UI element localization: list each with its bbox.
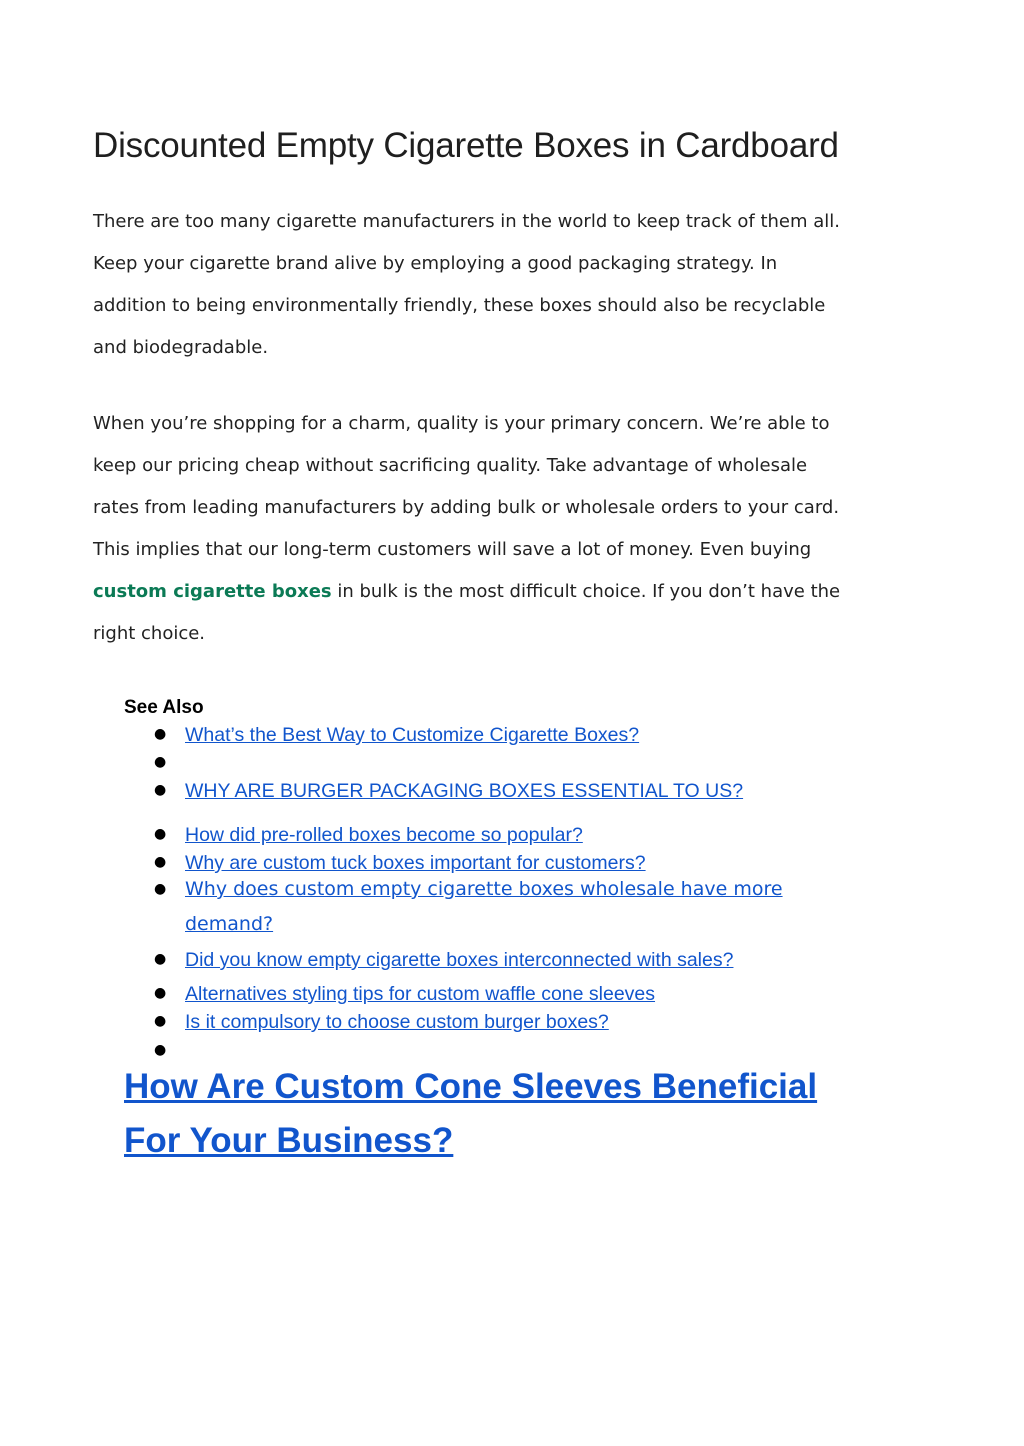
- quality-paragraph: [93, 403, 953, 655]
- bullet-icon: ●: [154, 1013, 167, 1029]
- featured-heading-line: For Your Business?: [124, 1121, 454, 1160]
- bullet-icon: ●: [154, 854, 167, 870]
- see-also-link[interactable]: Why are custom tuck boxes important for customers?: [185, 852, 646, 874]
- see-also-link[interactable]: Did you know empty cigarette boxes interconnected with sales?: [185, 949, 734, 971]
- bullet-icon: ●: [154, 985, 167, 1001]
- see-also-link[interactable]: Alternatives styling tips for custom waffle cone sleeves: [185, 983, 656, 1005]
- paragraph-line: When you’re shopping for a charm, quality is your primary concern. We’re able to: [93, 413, 830, 434]
- bullet-icon: ●: [154, 726, 167, 742]
- document-title: Discounted Empty Cigarette Boxes in Cardboard: [93, 126, 839, 165]
- see-also-link[interactable]: How did pre-rolled boxes become so popular?: [185, 824, 583, 846]
- paragraph-line: [93, 571, 953, 613]
- see-also-link[interactable]: Is it compulsory to choose custom burger boxes?: [185, 1011, 609, 1033]
- see-also-link[interactable]: WHY ARE BURGER PACKAGING BOXES ESSENTIAL TO US?: [185, 780, 744, 802]
- bullet-icon: ●: [154, 826, 167, 842]
- paragraph-line: Keep your cigarette brand alive by employing a good packaging strategy. In: [93, 253, 778, 274]
- paragraph-line: addition to being environmentally friendly, these boxes should also be recyclable: [93, 295, 826, 316]
- see-also-heading: See Also: [124, 697, 204, 718]
- paragraph-line: and biodegradable.: [93, 337, 269, 358]
- paragraph-line: There are too many cigarette manufacturers in the world to keep track of them all.: [93, 211, 840, 232]
- see-also-link[interactable]: Why does custom empty cigarette boxes wholesale have more demand?: [185, 878, 783, 935]
- bullet-icon: ●: [154, 951, 167, 967]
- paragraph-line: This implies that our long-term customers will save a lot of money. Even buying: [93, 539, 812, 560]
- featured-article-link[interactable]: [124, 1060, 884, 1168]
- see-also-link[interactable]: What’s the Best Way to Customize Cigarette Boxes?: [185, 724, 640, 746]
- paragraph-line-rest: in bulk is the most difficult choice. If you don’t have the: [331, 581, 841, 602]
- custom-cigarette-boxes-link[interactable]: custom cigarette boxes: [93, 581, 332, 602]
- paragraph-line: rates from leading manufacturers by adding bulk or wholesale orders to your card.: [93, 497, 840, 518]
- bullet-icon: ●: [154, 754, 167, 770]
- bullet-icon: ●: [154, 782, 167, 798]
- paragraph-line: right choice.: [93, 623, 206, 644]
- featured-heading-line: How Are Custom Cone Sleeves Beneficial: [124, 1067, 818, 1106]
- intro-paragraph: [93, 201, 953, 369]
- paragraph-line: keep our pricing cheap without sacrificing quality. Take advantage of wholesale: [93, 455, 808, 476]
- bullet-icon: ●: [154, 881, 167, 897]
- bullet-icon: ●: [154, 1042, 167, 1058]
